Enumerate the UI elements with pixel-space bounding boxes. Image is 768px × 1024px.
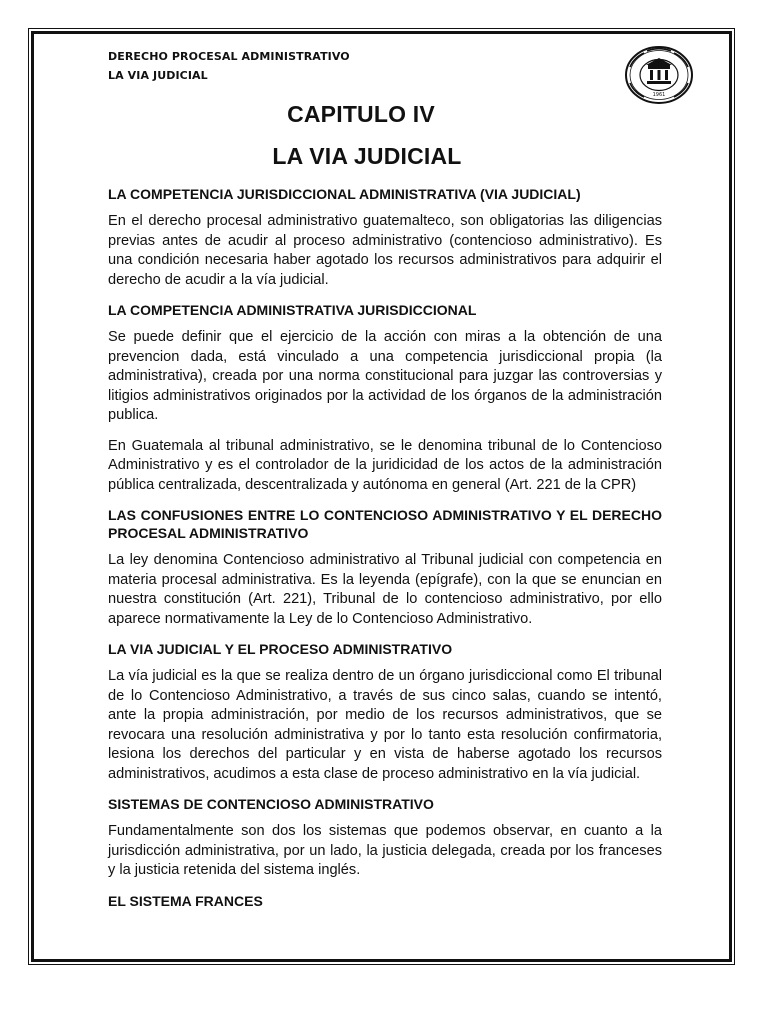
paragraph: La vía judicial es la que se realiza dentro de un órgano jurisdiccional como El tribunal de lo Contencioso Administrativo, a través de sus cinco salas, cuando se intentó, ante la propia administración, por medio de los recursos administrativos, que se revocara una resolución administrativa y por lo tanto esta resolución confirmatoria, lesiona los derechos del particular y en vista de haberse agotado los recursos administrativos, acudimos a esta clase de proceso administrativo en la vía judicial. — [108, 668, 662, 782]
paragraph: Se puede definir que el ejercicio de la acción con miras a la obtención de una prevencion dada, está vinculado a una competencia jurisdiccional propia (la administrativa), creada por una norma constitucional para juzgar las controversias y litigios administrativos originados por la actividad de los órganos de la administración publica. — [108, 329, 662, 423]
header-topic: LA VIA JUDICIAL — [108, 69, 208, 82]
section-heading: EL SISTEMA FRANCES — [108, 892, 263, 909]
section-heading: LA COMPETENCIA JURISDICCIONAL ADMINISTRATIVA (VIA JUDICIAL) — [108, 186, 581, 202]
running-header — [108, 47, 350, 85]
paragraph: En Guatemala al tribunal administrativo, se le denomina tribunal de lo Contencioso Administrativo y es el controlador de la juridicidad de los actos de la administración pública centralizada, descentralizada y autónoma en general (Art. 221 de la CPR) — [108, 437, 662, 493]
university-seal-icon — [624, 45, 694, 105]
chapter-title: CAPITULO IV — [287, 101, 435, 127]
paragraph: La ley denomina Contencioso administrativo al Tribunal judicial con competencia en materia procesal administrativa. Es la leyenda (epígrafe), con la que se enuncian en nuestra constitución (Art. 221), Tribunal de lo contencioso administrativo, por ello aparece normativamente la Ley de lo Contencioso Administrativo. — [108, 552, 662, 627]
paragraph: En el derecho procesal administrativo guatemalteco, son obligatorias las diligencias previas antes de acudir al proceso administrativo (contencioso administrativo). Es una condición necesaria haber agotado los recursos administrativos para adquirir el derecho de acudir a la vía judicial. — [108, 213, 662, 288]
section-heading: LAS CONFUSIONES ENTRE LO CONTENCIOSO ADMINISTRATIVO Y EL DERECHO PROCESAL ADMINISTRATIVO — [108, 507, 662, 541]
section-heading: SISTEMAS DE CONTENCIOSO ADMINISTRATIVO — [108, 796, 434, 812]
header-course-title: DERECHO PROCESAL ADMINISTRATIVO — [108, 50, 350, 63]
svg-text:1961: 1961 — [652, 92, 666, 98]
section-heading: LA COMPETENCIA ADMINISTRATIVA JURISDICCIONAL — [108, 302, 477, 318]
section-heading: LA VIA JUDICIAL Y EL PROCESO ADMINISTRATIVO — [108, 641, 453, 657]
document-body — [108, 185, 662, 910]
paragraph: Fundamentalmente son dos los sistemas que podemos observar, en cuanto a la jurisdicción administrativa, por un lado, la justicia delegada, creada por los franceses y la justicia retenida del sistema inglés. — [108, 823, 662, 878]
chapter-subtitle: LA VIA JUDICIAL — [272, 143, 462, 169]
